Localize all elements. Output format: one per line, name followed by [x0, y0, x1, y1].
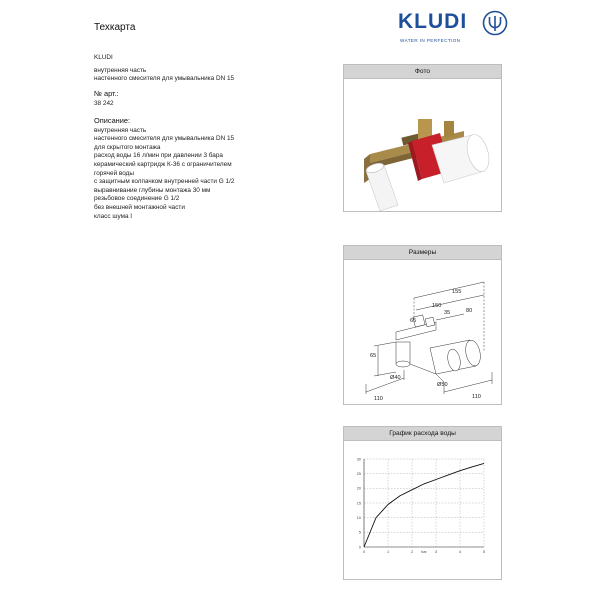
dim-65-vertical: 65	[370, 353, 377, 359]
description-line: выравнивание глубины монтажа 30 мм	[94, 186, 211, 194]
description-line: без внешней монтажной части	[94, 203, 185, 211]
y-tick-label: 30	[356, 457, 361, 462]
y-tick-label: 5	[358, 530, 361, 535]
x-tick-label: 4	[458, 550, 462, 554]
y-tick-label: 0	[358, 545, 361, 550]
dimensions-panel	[343, 245, 502, 405]
subtitle-line: внутренняя часть	[94, 66, 147, 74]
dim-155: 155	[452, 289, 462, 295]
description-line: с защитным колпачком внутренней части G 1/2	[94, 178, 235, 186]
dim-dia40: Ø40	[390, 375, 401, 381]
kludi-emblem-icon	[482, 10, 508, 36]
product-brand: KLUDI	[94, 54, 113, 61]
y-tick-label: 15	[356, 501, 361, 506]
page-title: Техкарта	[94, 22, 136, 33]
product-photo	[344, 79, 501, 211]
x-tick-label: 1	[386, 550, 390, 554]
dim-65: 65	[410, 318, 417, 324]
x-axis-label: bar	[421, 550, 427, 554]
product-photo-illustration	[344, 79, 501, 211]
flow-chart-title: График расхода воды	[344, 427, 501, 441]
description-line: керамический картридж К-36 с ограничителем	[94, 160, 232, 168]
subtitle-line: настенного смесителя для умывальника DN 15	[94, 75, 235, 83]
description-line: настенного смесителя для умывальника DN 15	[94, 135, 235, 143]
dim-dia50: Ø50	[437, 382, 448, 388]
flow-chart	[344, 441, 501, 579]
x-tick-label: 0	[362, 550, 366, 554]
description-line: резьбовое соединение G 1/2	[94, 195, 180, 203]
dim-150: 150	[432, 303, 442, 309]
article-heading: № арт.:	[94, 88, 119, 98]
y-tick-label: 20	[356, 486, 361, 491]
description-line: внутренняя часть	[94, 126, 147, 134]
x-tick-label: 2	[410, 550, 414, 554]
dim-35: 35	[444, 310, 451, 316]
dim-110-left: 110	[374, 396, 383, 402]
x-tick-label: 5	[482, 550, 486, 554]
description-line: горячей воды	[94, 169, 134, 177]
logo-wordmark: KLUDI	[398, 10, 468, 33]
article-number: 38 242	[94, 100, 114, 108]
dim-110-right: 110	[472, 394, 481, 400]
dimensions-panel-title: Размеры	[344, 246, 501, 260]
description-line: расход воды 16 л/мин при давлении 3 бара	[94, 152, 223, 160]
product-info	[94, 54, 334, 221]
dim-80: 80	[466, 308, 473, 314]
brand-logo	[398, 10, 508, 50]
flow-curve-line	[364, 463, 484, 547]
x-tick-label: 3	[434, 550, 438, 554]
description-list	[94, 127, 334, 222]
y-tick-label: 25	[356, 471, 361, 476]
description-line: для скрытого монтажа	[94, 143, 161, 151]
description-heading: Описание:	[94, 115, 131, 125]
y-tick-label: 10	[356, 515, 361, 520]
dimension-drawing	[344, 260, 501, 404]
logo-tagline: WATER IN PERFECTION	[400, 38, 461, 43]
description-line: класс шума I	[94, 212, 133, 220]
flow-chart-panel	[343, 426, 502, 580]
photo-panel-title: Фото	[344, 65, 501, 79]
photo-panel	[343, 64, 502, 212]
flow-chart-svg	[344, 441, 501, 579]
dimension-drawing-svg	[344, 260, 501, 404]
